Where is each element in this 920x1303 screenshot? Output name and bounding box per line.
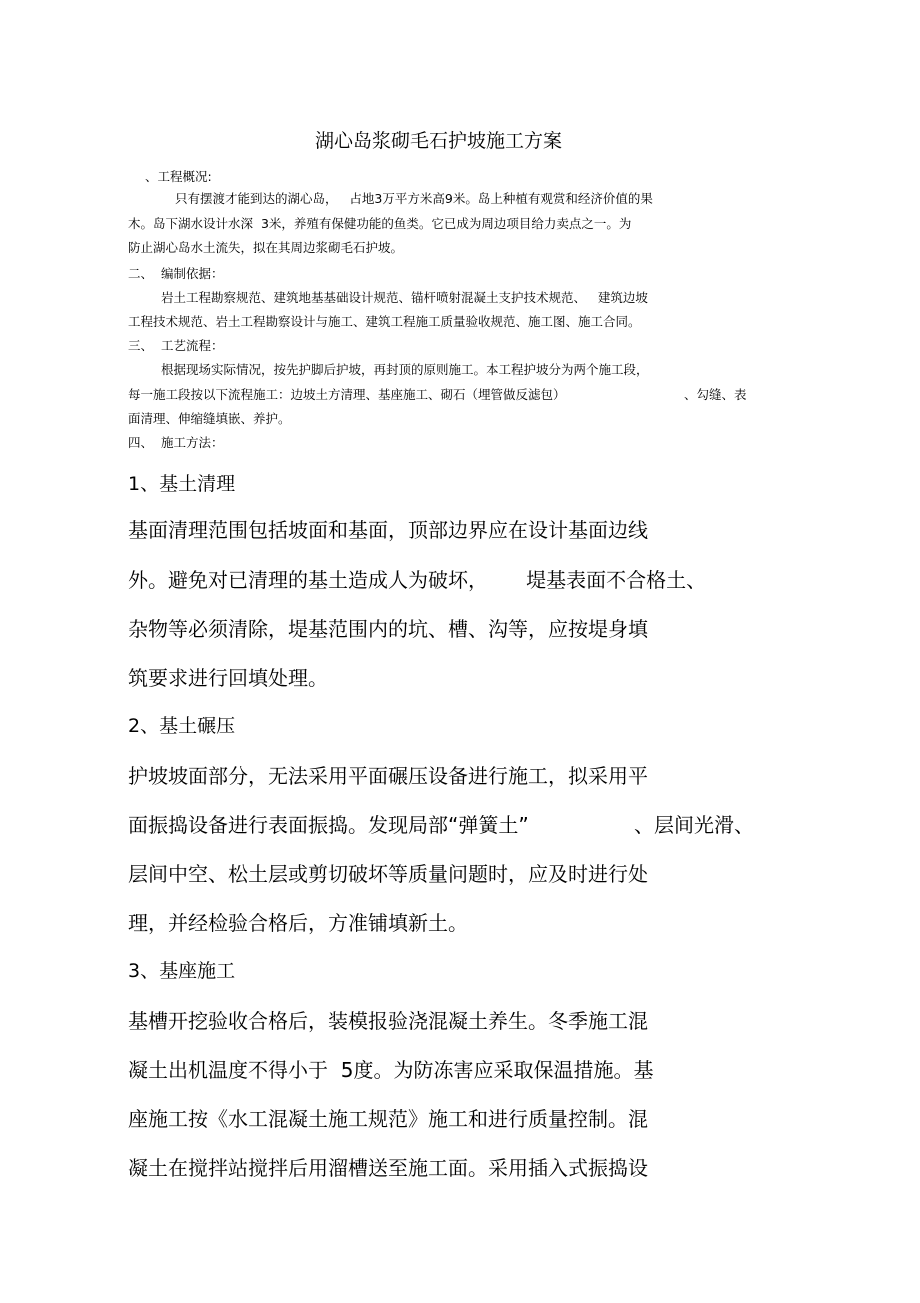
document-title: 湖心岛浆砌毛石护坡施工方案 <box>315 130 563 152</box>
body-line: 筑要求进行回填处理。 <box>128 666 328 690</box>
method-heading-2: 2、基土碾压 <box>128 715 236 737</box>
paragraph-line: 防止湖心岛水土流失，拟在其周边浆砌毛石护坡。 <box>128 240 404 255</box>
section-heading-overview: 、工程概况: <box>145 169 212 184</box>
body-line: 面振捣设备进行表面振捣。发现局部“弹簧土” <box>128 813 529 837</box>
paragraph-line: 、勾缝、表 <box>684 387 747 402</box>
paragraph-line: 根据现场实际情况，按先护脚后护坡，再封顶的原则施工。本工程护坡分为两个施工段， <box>161 362 649 377</box>
paragraph-line: 只有摆渡才能到达的湖心岛， 占地3万平方米高9米。岛上种植有观赏和经济价值的果 <box>175 191 653 206</box>
body-line: 座施工按《水工混凝土施工规范》施工和进行质量控制。混 <box>128 1107 648 1131</box>
method-heading-3: 3、基座施工 <box>128 960 236 982</box>
body-line: 层间中空、松土层或剪切破坏等质量问题时，应及时进行处 <box>128 862 648 886</box>
section-heading-process: 三、 工艺流程： <box>128 338 224 353</box>
body-line: 理，并经检验合格后，方准铺填新土。 <box>128 911 468 935</box>
section-heading-basis: 二、 编制依据： <box>128 266 224 281</box>
method-heading-1: 1、基土清理 <box>128 473 236 495</box>
body-line: 凝土在搅拌站搅拌后用溜槽送至施工面。采用插入式振捣设 <box>128 1156 648 1180</box>
paragraph-line: 每一施工段按以下流程施工：边坡土方清理、基座施工、砌石（埋管做反滤包） <box>128 387 566 402</box>
section-heading-methods: 四、 施工方法： <box>128 435 224 450</box>
paragraph-line: 岩土工程勘察规范、建筑地基基础设计规范、锚杆喷射混凝土支护技术规范、 建筑边坡 <box>161 290 648 305</box>
paragraph-line: 面清理、伸缩缝填嵌、养护。 <box>128 411 291 426</box>
body-line: 基面清理范围包括坡面和基面，顶部边界应在设计基面边线 <box>128 518 648 542</box>
body-line: 杂物等必须清除，堤基范围内的坑、槽、沟等，应按堤身填 <box>128 617 648 641</box>
body-line: 外。避免对已清理的基土造成人为破坏， 堤基表面不合格土、 <box>128 568 707 592</box>
paragraph-line: 工程技术规范、岩土工程勘察设计与施工、建筑工程施工质量验收规范、施工图、施工合同。 <box>128 314 641 329</box>
body-line: 凝土出机温度不得小于 5度。为防冻害应采取保温措施。基 <box>128 1058 654 1082</box>
body-line: 护坡坡面部分，无法采用平面碾压设备进行施工，拟采用平 <box>128 764 648 788</box>
body-line: 基槽开挖验收合格后，装模报验浇混凝土养生。冬季施工混 <box>128 1009 648 1033</box>
body-line: 、层间光滑、 <box>634 813 754 837</box>
paragraph-line: 木。岛下湖水设计水深 3米，养殖有保健功能的鱼类。它已成为周边项目给力卖点之一。为 <box>128 216 632 231</box>
